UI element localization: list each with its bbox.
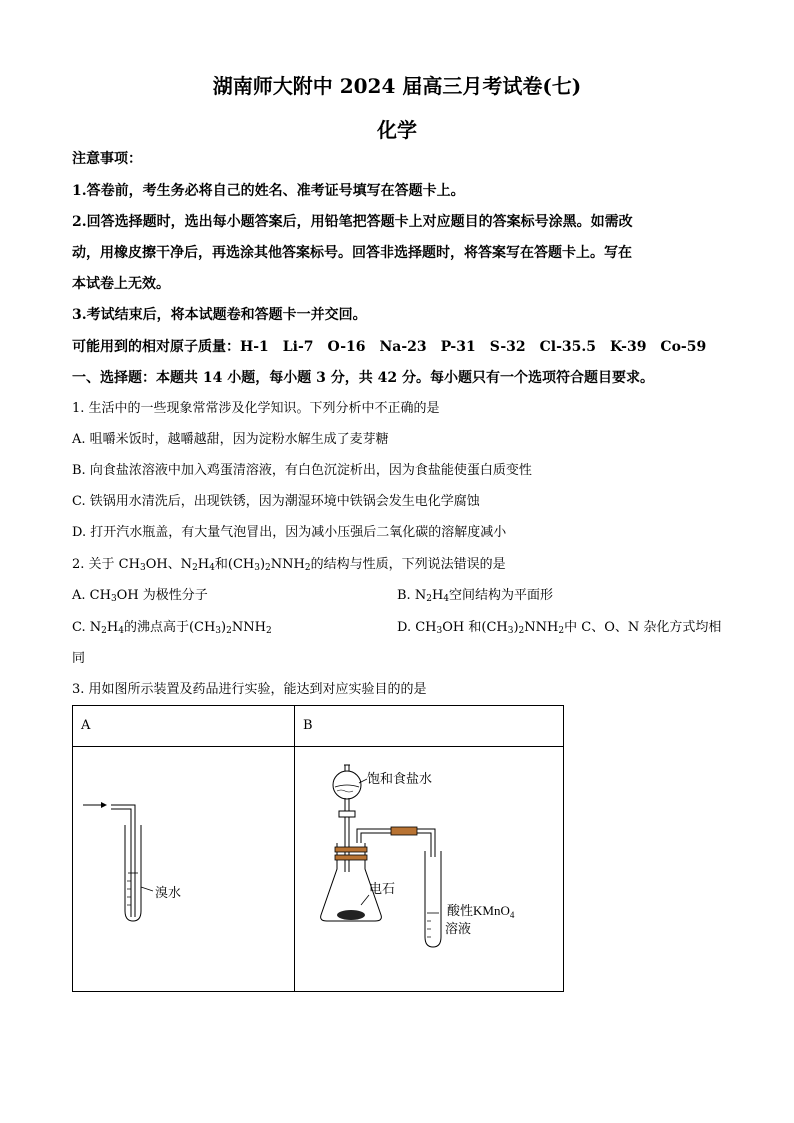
section-heading: 一、选择题：本题共 14 小题，每小题 3 分，共 42 分。每小题只有一个选项符合题目要求。 — [72, 370, 654, 386]
q3-apparatus-table — [72, 705, 564, 992]
q3-stem: 3. 用如图所示装置及药品进行实验，能达到对应实验目的的是 — [72, 682, 427, 697]
q2-option-d-tail: 同 — [72, 651, 86, 666]
q1-option-b: B. 向食盐浓溶液中加入鸡蛋清溶液，有白色沉淀析出，因为食盐能使蛋白质变性 — [72, 463, 532, 478]
col-b-header: B — [295, 706, 564, 747]
q2-option-a: A. $CH_3OH$ 为极性分子 — [72, 588, 208, 604]
notes-item-2-line-1: 2.回答选择题时，选出每小题答案后，用铅笔把答题卡上对应题目的答案标号涂黑。如需改 — [72, 214, 633, 230]
exam-title: 湖南师大附中 2024 届高三月考试卷(七) — [212, 74, 582, 98]
bromine-water-label: 溴水 — [155, 885, 182, 900]
apparatus-b-cell — [295, 747, 564, 992]
delivery-tube-inner — [111, 809, 131, 917]
test-tube-b — [425, 851, 441, 947]
notes-item-2-line-2: 动，用橡皮擦干净后，再选涂其他答案标号。回答非选择题时，将答案写在答题卡上。写在 — [72, 245, 632, 261]
subject-title: 化学 — [377, 118, 417, 142]
rubber-connector — [391, 827, 417, 835]
apparatus-b-diagram — [295, 747, 563, 987]
solution-label: 溶液 — [445, 921, 472, 936]
q2-option-b: B. $N_2H_4$空间结构为平面形 — [397, 588, 554, 604]
brine-label: 饱和食盐水 — [367, 771, 433, 786]
stopcock — [339, 811, 355, 817]
side-tube-inner — [361, 833, 431, 857]
label-pointer — [141, 887, 153, 891]
clamp-band-upper — [335, 847, 367, 852]
q2-option-c: C. $N_2H_4$的沸点高于$(CH_3)_2NNH_2$ — [72, 620, 272, 636]
arrow-head — [101, 802, 107, 808]
kmno4-label: 酸性KMnO$_4$ — [447, 903, 515, 920]
carbide-label: 电石 — [369, 881, 396, 896]
atomic-masses: 可能用到的相对原子质量：H-1 Li-7 O-16 Na-23 P-31 S-32 Cl-35.5 K-39 Co-59 — [72, 339, 707, 355]
q2-option-d: D. $CH_3OH$ 和$(CH_3)_2NNH_2$中 C、O、N 杂化方式均相 — [397, 620, 722, 636]
q1-option-d: D. 打开汽水瓶盖，有大量气泡冒出，因为减小压强后二氧化碳的溶解度减小 — [72, 525, 507, 540]
q1-stem: 1. 生活中的一些现象常常涉及化学知识。下列分析中不正确的是 — [72, 401, 440, 416]
q1-option-c: C. 铁锅用水清洗后，出现铁锈，因为潮湿环境中铁锅会发生电化学腐蚀 — [72, 494, 480, 509]
apparatus-a-cell — [73, 747, 295, 992]
col-a-header: A — [73, 706, 295, 747]
calcium-carbide-solid — [337, 910, 365, 920]
notes-item-2-line-3: 本试卷上无效。 — [72, 276, 170, 292]
notes-item-1: 1.答卷前，考生务必将自己的姓名、准考证号填写在答题卡上。 — [72, 183, 465, 199]
notes-heading: 注意事项： — [72, 151, 142, 167]
notes-item-3: 3.考试结束后，将本试题卷和答题卡一并交回。 — [72, 307, 367, 323]
apparatus-a-diagram — [73, 747, 294, 987]
q1-option-a: A. 咀嚼米饭时，越嚼越甜，因为淀粉水解生成了麦芽糖 — [72, 432, 389, 447]
q2-stem: 2. 关于 $CH_3OH$、$N_2H_4$和$(CH_3)_2NNH_2$的结构与性质，下列说法错误的是 — [72, 557, 506, 573]
clamp-band-lower — [335, 855, 367, 860]
